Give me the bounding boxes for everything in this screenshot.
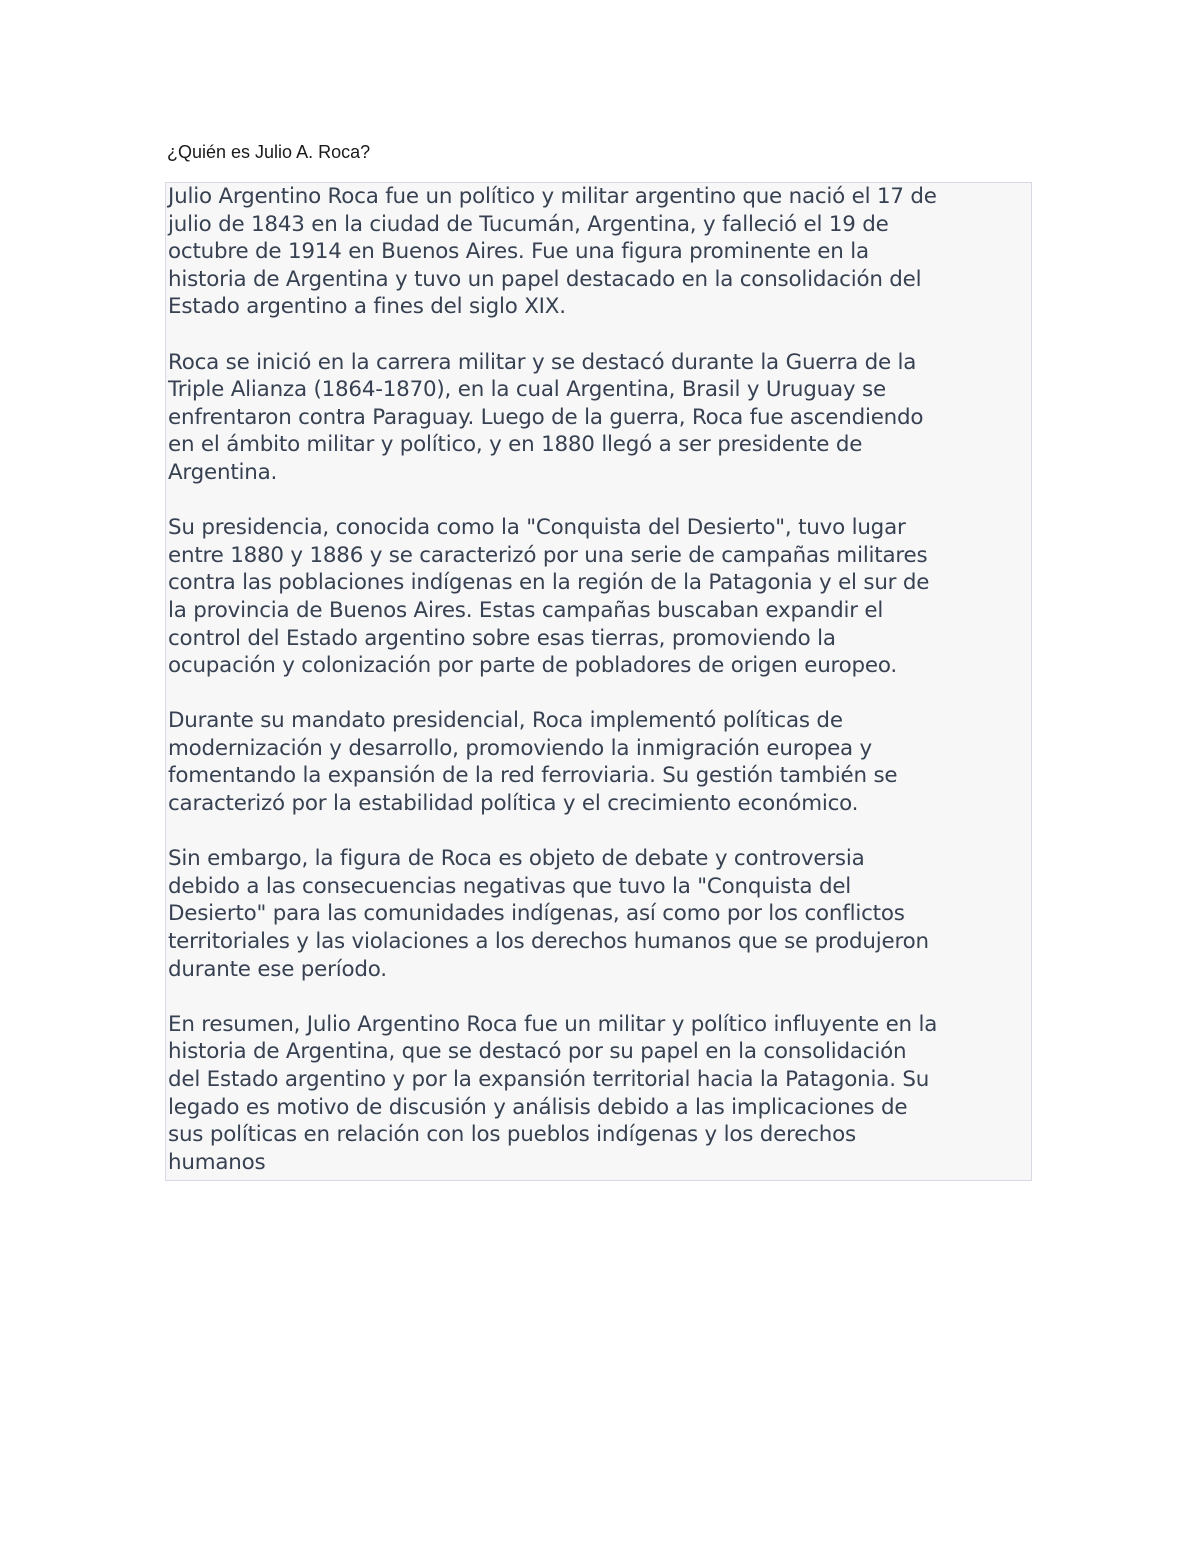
answer-paragraph-4: Durante su mandato presidencial, Roca implementó políticas de modernización y desarrollo, promoviendo la inmigración europea y fomentando la expansión de la red ferroviaria. Su gestión también se caracterizó por la estabilidad política y el crecimiento económico. <box>168 708 898 817</box>
answer-text-box <box>165 182 1032 1181</box>
document-title: ¿Quién es Julio A. Roca? <box>167 142 371 162</box>
answer-paragraph-5: Sin embargo, la figura de Roca es objeto de debate y controversia debido a las consecuencias negativas que tuvo la "Conquista del Desierto" para las comunidades indígenas, así como por los conflictos territoriales y las violaciones a los derechos humanos que se produjeron durante ese período. <box>168 846 929 982</box>
answer-paragraph-1: Julio Argentino Roca fue un político y militar argentino que nació el 17 de julio de 1843 en la ciudad de Tucumán, Argentina, y falleció el 19 de octubre de 1914 en Buenos Aires. Fue una figura prominente en la historia de Argentina y tuvo un papel destacado en la consolidación del Estado argentino a fines del siglo XIX. <box>168 184 937 320</box>
answer-paragraph-6: En resumen, Julio Argentino Roca fue un militar y político influyente en la historia de Argentina, que se destacó por su papel en la consolidación del Estado argentino y por la expansión territorial hacia la Patagonia. Su legado es motivo de discusión y análisis debido a las implicaciones de sus políticas en relación con los pueblos indígenas y los derechos humanos <box>168 1011 938 1175</box>
answer-paragraph-3: Su presidencia, conocida como la "Conquista del Desierto", tuvo lugar entre 1880 y 1886 y se caracterizó por una serie de campañas militares contra las poblaciones indígenas en la región de la Patagonia y el sur de la provincia de Buenos Aires. Estas campañas buscaban expandir el control del Estado argentino sobre esas tierras, promoviendo la ocupación y colonización por parte de pobladores de origen europeo. <box>168 515 930 679</box>
answer-paragraph-2: Roca se inició en la carrera militar y se destacó durante la Guerra de la Triple Alianza (1864-1870), en la cual Argentina, Brasil y Uruguay se enfrentaron contra Paraguay. Luego de la guerra, Roca fue ascendiendo en el ámbito militar y político, y en 1880 llegó a ser presidente de Argentina. <box>168 349 924 485</box>
